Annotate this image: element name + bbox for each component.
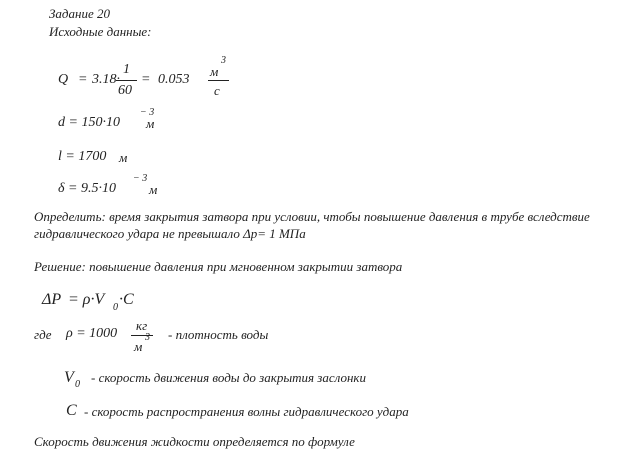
delta-exponent: − 3	[133, 173, 148, 184]
where-label: где	[34, 327, 52, 342]
v0-symbol: V	[64, 369, 74, 386]
delta-expression: δ = 9.5·10	[58, 181, 116, 196]
d-expression: d = 150·10	[58, 115, 120, 130]
rho-expression: ρ = 1000	[66, 326, 118, 341]
v0-subscript: 0	[75, 379, 80, 390]
q-fraction-bar	[116, 80, 137, 81]
pressure-rhs-suffix: ·C	[119, 291, 134, 308]
c-description: - скорость распространения волны гидравлического удара	[84, 404, 409, 419]
q-unit-exponent: 3	[221, 55, 226, 66]
task-statement-line-2: гидравлического удара не превышало Δр= 1 МПа	[34, 226, 306, 241]
solution-intro: Решение: повышение давления при мгновенном закрытии затвора	[34, 259, 403, 274]
l-expression: l = 1700	[58, 149, 107, 164]
delta-unit: м	[149, 182, 158, 197]
rho-unit-exponent: 3	[145, 332, 150, 343]
q-equals-1: =	[78, 72, 88, 87]
q-unit-numerator: м	[210, 64, 219, 79]
pressure-rhs-prefix: = ρ·V	[68, 291, 105, 308]
q-symbol: Q	[58, 72, 69, 87]
q-equals-2: =	[141, 72, 151, 87]
rho-unit-numerator: кг	[136, 318, 148, 333]
q-frac-denominator: 60	[118, 83, 132, 98]
rho-description: - плотность воды	[168, 327, 269, 342]
task-number: Задание 20	[49, 6, 110, 21]
closing-line: Скорость движения жидкости определяется по формуле	[34, 434, 355, 449]
v0-description: - скорость движения воды до закрытия заслонки	[91, 370, 367, 385]
d-exponent: − 3	[140, 107, 155, 118]
q-value: 0.053	[158, 72, 190, 87]
q-unit-fraction-bar	[208, 80, 229, 81]
l-unit: м	[119, 150, 128, 165]
rho-unit-denominator: м	[134, 339, 143, 354]
q-frac-numerator: 1	[123, 62, 130, 77]
q-coefficient: 3.18·	[92, 72, 120, 87]
pressure-rhs-subscript: 0	[113, 302, 118, 313]
d-unit: м	[146, 116, 155, 131]
q-unit-denominator: с	[214, 83, 220, 98]
task-statement-line-1: Определить: время закрытия затвора при условии, чтобы повышение давления в трубе вследствие	[34, 209, 590, 224]
c-symbol: C	[66, 402, 77, 419]
pressure-delta-symbol: ΔP	[42, 291, 62, 308]
given-label: Исходные данные:	[49, 24, 152, 39]
